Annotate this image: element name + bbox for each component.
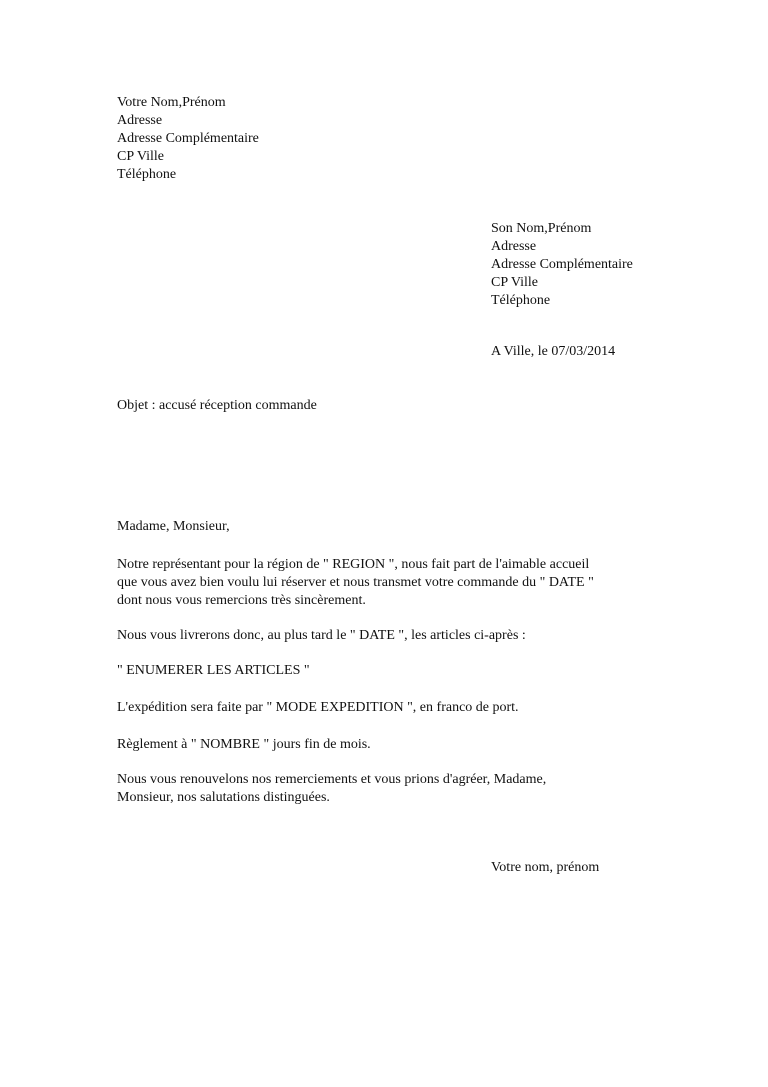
salutation-text: Madame, Monsieur, [117,519,230,534]
paragraph-line: " ENUMERER LES ARTICLES " [117,663,310,678]
subject-text: Objet : accusé réception commande [117,398,317,413]
paragraph-line: Monsieur, nos salutations distinguées. [117,790,330,805]
subject-line [117,397,317,415]
body-paragraph-5 [117,736,371,754]
date-text: A Ville, le 07/03/2014 [491,344,616,359]
sender-name: Votre Nom,Prénom [117,95,226,110]
recipient-phone: Téléphone [491,293,551,308]
paragraph-line: dont nous vous remercions très sincèrement. [117,593,366,608]
sender-address-line: Adresse [117,113,163,128]
signature-text: Votre nom, prénom [491,860,600,875]
signature-block [491,859,599,877]
paragraph-line: Nous vous renouvelons nos remerciements et vous prions d'agréer, Madame, [117,772,547,787]
paragraph-line: que vous avez bien voulu lui réserver et nous transmet votre commande du " DATE " [117,575,594,590]
recipient-address [491,220,633,310]
salutation [117,518,230,536]
paragraph-line: Notre représentant pour la région de " REGION ", nous fait part de l'aimable accueil [117,557,590,572]
recipient-city: CP Ville [491,275,539,290]
recipient-name: Son Nom,Prénom [491,221,592,236]
paragraph-line: Règlement à " NOMBRE " jours fin de mois. [117,737,371,752]
body-paragraph-3 [117,662,310,680]
body-paragraph-1 [117,556,594,610]
recipient-address-line: Adresse [491,239,537,254]
body-paragraph-4 [117,699,519,717]
sender-phone: Téléphone [117,167,177,182]
paragraph-line: Nous vous livrerons donc, au plus tard le " DATE ", les articles ci-après : [117,628,526,643]
sender-city: CP Ville [117,149,165,164]
body-paragraph-6 [117,771,546,807]
sender-address-complement: Adresse Complémentaire [117,131,259,146]
paragraph-line: L'expédition sera faite par " MODE EXPEDITION ", en franco de port. [117,700,519,715]
body-paragraph-2 [117,627,526,645]
date-line [491,343,615,361]
recipient-address-complement: Adresse Complémentaire [491,257,633,272]
sender-address [117,94,259,184]
